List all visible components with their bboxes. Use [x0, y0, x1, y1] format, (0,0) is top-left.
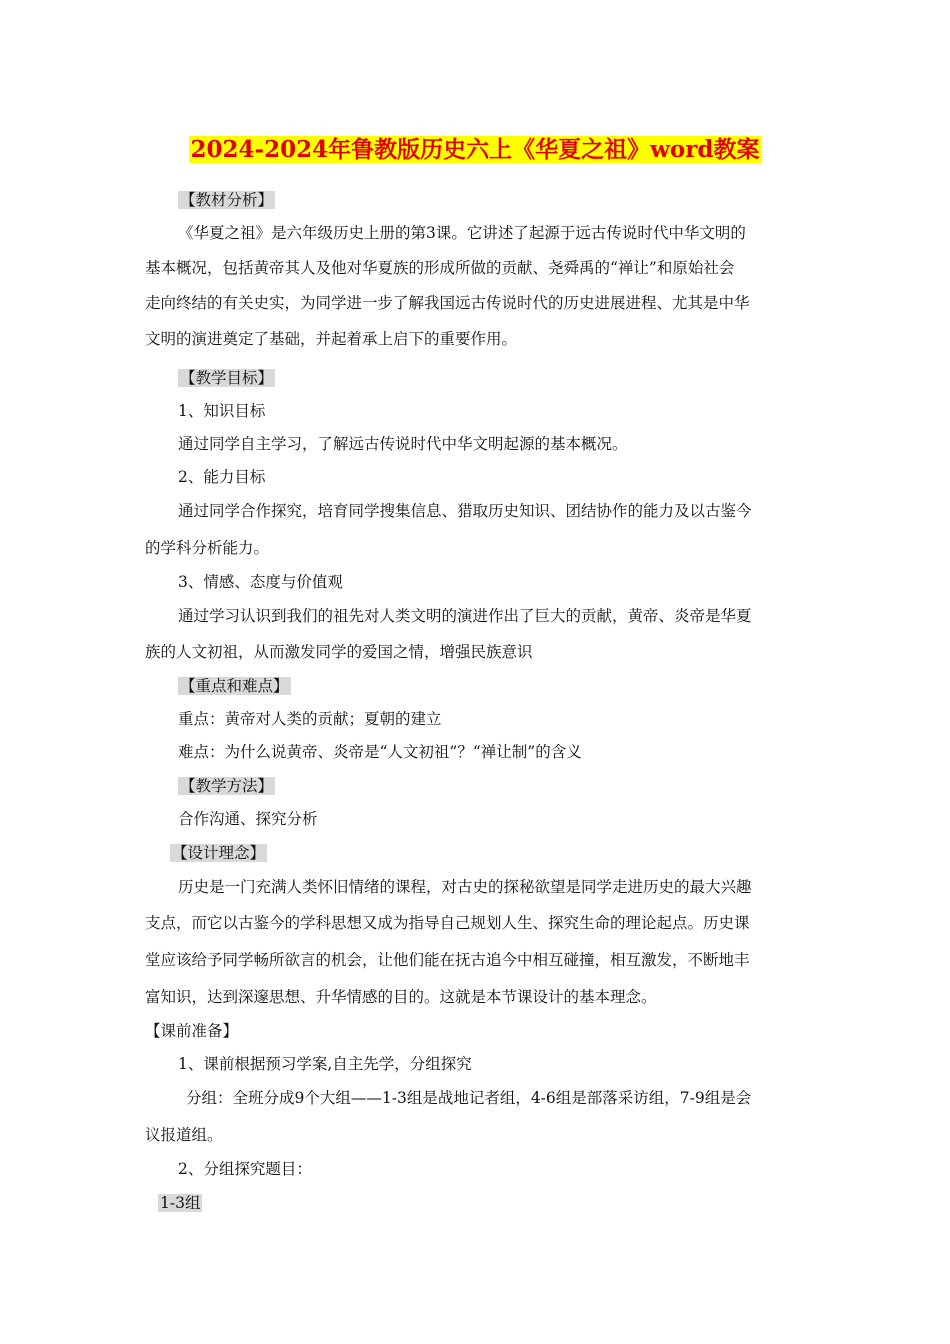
paragraph-line: 《华夏之祖》是六年级历史上册的第3课。它讲述了起源于远古传说时代中华文明的: [178, 224, 746, 242]
paragraph-line: 历史是一门充满人类怀旧情绪的课程，对古史的探秘欲望是同学走进历史的最大兴趣: [178, 878, 752, 896]
difficult-point: 难点：为什么说黄帝、炎帝是“人文初祖”？“禅让制”的含义: [178, 743, 582, 761]
paragraph-line: 走向终结的有关史实，为同学进一步了解我国远古传说时代的历史进展进程、尤其是中华: [145, 294, 750, 312]
section-header-prep: 【课前准备】: [145, 1022, 239, 1040]
paragraph-line: 的学科分析能力。: [145, 539, 270, 557]
section-header-concept: 【设计理念】: [172, 844, 266, 862]
section-header-goals: 【教学目标】: [180, 369, 274, 387]
paragraph-line: 文明的演进奠定了基础，并起着承上启下的重要作用。: [145, 330, 518, 348]
prep-step-1: 1、课前根据预习学案,自主先学，分组探究: [178, 1055, 472, 1073]
subheading-emotion: 3、情感、态度与价值观: [178, 573, 343, 591]
section-header-keypoints: 【重点和难点】: [180, 677, 289, 695]
paragraph-line: 通过同学自主学习，了解远古传说时代中华文明起源的基本概况。: [178, 435, 628, 453]
paragraph-line: 族的人文初祖，从而激发同学的爱国之情，增强民族意识: [145, 643, 533, 661]
paragraph-line: 分组：全班分成9个大组——1-3组是战地记者组，4-6组是部落采访组，7-9组是会: [186, 1089, 752, 1107]
title-text: 2024-2024年鲁教版历史六上《华夏之祖》word教案: [190, 136, 760, 163]
paragraph-line: 堂应该给予同学畅所欲言的机会，让他们能在抚古追今中相互碰撞，相互激发，不断地丰: [145, 951, 750, 969]
subheading-knowledge: 1、知识目标: [178, 402, 266, 420]
paragraph-line: 通过学习认识到我们的祖先对人类文明的演进作出了巨大的贡献，黄帝、炎帝是华夏: [178, 607, 752, 625]
paragraph-line: 基本概况，包括黄帝其人及他对华夏族的形成所做的贡献、尧舜禹的“禅让”和原始社会: [145, 259, 735, 277]
section-header-method: 【教学方法】: [180, 777, 274, 795]
section-header-analysis: 【教材分析】: [180, 191, 274, 209]
key-point: 重点：黄帝对人类的贡献；夏朝的建立: [178, 710, 442, 728]
document-title: [0, 134, 950, 166]
paragraph-line: 支点，而它以古鉴今的学科思想又成为指导自己规划人生、探究生命的理论起点。历史课: [145, 914, 750, 932]
prep-step-2: 2、分组探究题目：: [178, 1160, 312, 1178]
paragraph-line: 富知识，达到深邃思想、升华情感的目的。这就是本节课设计的基本理念。: [145, 988, 657, 1006]
subheading-ability: 2、能力目标: [178, 468, 266, 486]
paragraph-line: 议报道组。: [145, 1126, 223, 1144]
paragraph-line: 通过同学合作探究，培育同学搜集信息、猎取历史知识、团结协作的能力及以古鉴今: [178, 502, 752, 520]
method-text: 合作沟通、探究分析: [178, 810, 318, 828]
group-tag: 1-3组: [160, 1194, 201, 1212]
